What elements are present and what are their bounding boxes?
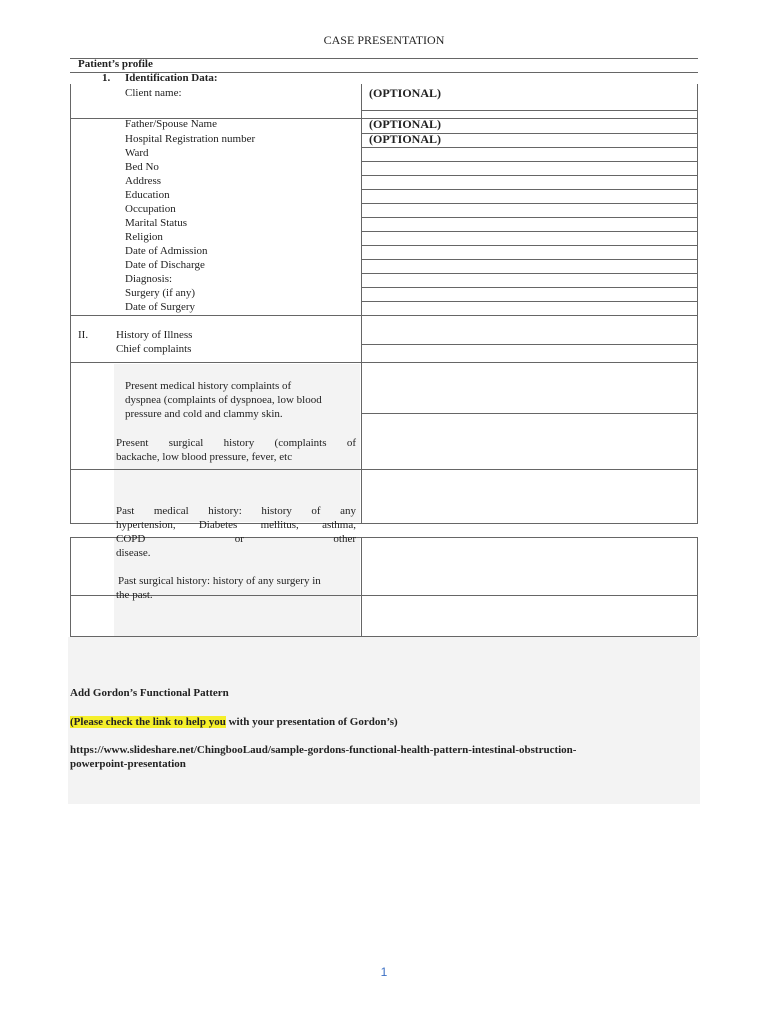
row-rule — [361, 301, 697, 302]
row-rule — [361, 189, 697, 190]
field-value-hospital-registration: (OPTIONAL) — [369, 132, 441, 146]
field-label-education: Education — [125, 189, 170, 201]
row-rule — [361, 344, 697, 345]
row-rule — [361, 231, 697, 232]
chief-complaints-label: Chief complaints — [116, 343, 192, 355]
table2-left-border — [70, 537, 71, 636]
field-label-occupation: Occupation — [125, 203, 176, 215]
field-label-address: Address — [125, 175, 162, 187]
past-medical-history-line-3: COPD or other — [116, 533, 356, 545]
page-number: 1 — [380, 965, 388, 979]
field-label-ward: Ward — [125, 147, 149, 159]
field-label-date-of-discharge: Date of Discharge — [125, 259, 205, 271]
field-label-diagnosis: Diagnosis: — [125, 273, 173, 285]
past-surgical-history-line-2: the past. — [116, 589, 153, 601]
past-medical-history-line-1: Past medical history: history of any — [116, 505, 356, 517]
past-medical-history-line-4: disease. — [116, 547, 151, 559]
row-rule — [361, 245, 697, 246]
row-rule — [361, 217, 697, 218]
section-top-rule — [70, 58, 698, 59]
present-surgical-history-line-2: backache, low blood pressure, fever, etc — [116, 451, 293, 463]
field-value-father-spouse-name: (OPTIONAL) — [369, 117, 441, 131]
document-title: CASE PRESENTATION — [323, 33, 445, 47]
gordon-heading: Add Gordon’s Functional Pattern — [70, 687, 229, 699]
table1-left-border — [70, 84, 71, 524]
history-number: II. — [78, 329, 89, 341]
row-rule — [361, 147, 697, 148]
field-label-father-spouse-name: Father/Spouse Name — [125, 118, 217, 130]
gordon-link-line-2[interactable]: powerpoint-presentation — [70, 758, 186, 770]
field-label-marital-status: Marital Status — [125, 217, 188, 229]
row-rule — [361, 203, 697, 204]
row-rule — [361, 413, 697, 414]
gordon-note-highlighted: (Please check the link to help you — [70, 716, 226, 728]
row-rule — [70, 315, 697, 316]
field-label-bed-no: Bed No — [125, 161, 159, 173]
field-value-client-name: (OPTIONAL) — [369, 86, 441, 100]
table1-right-border — [697, 84, 698, 524]
row-rule — [361, 273, 697, 274]
row-rule — [70, 362, 697, 363]
table2-right-border — [697, 537, 698, 636]
present-surgical-history-line-1: Present surgical history (complaints of — [116, 437, 356, 449]
present-medical-history-line-3: pressure and cold and clammy skin. — [125, 408, 283, 420]
identification-number: 1. — [102, 72, 111, 84]
row-rule — [70, 469, 697, 470]
past-surgical-history-line-1: Past surgical history: history of any surgery in — [118, 575, 321, 587]
gordon-note-rest: with your presentation of Gordon’s) — [225, 716, 398, 728]
gordon-link-line-1[interactable]: https://www.slideshare.net/ChingbooLaud/sample-gordons-functional-health-pattern-intestinal-obstruction- — [70, 744, 577, 756]
field-label-religion: Religion — [125, 231, 163, 243]
table2-row-rule — [70, 595, 697, 596]
table2-middle-border — [361, 537, 362, 636]
field-label-client-name: Client name: — [125, 87, 182, 99]
past-medical-history-line-2: hypertension, Diabetes mellitus, asthma, — [116, 519, 356, 531]
row-rule — [361, 259, 697, 260]
field-label-date-of-admission: Date of Admission — [125, 245, 208, 257]
history-heading: History of Illness — [116, 329, 193, 341]
field-label-date-of-surgery: Date of Surgery — [125, 301, 196, 313]
present-medical-history-line-1: Present medical history complaints of — [125, 380, 292, 392]
row-rule — [361, 110, 697, 111]
field-label-surgery: Surgery (if any) — [125, 287, 196, 299]
table1-middle-border — [361, 84, 362, 524]
row-rule — [361, 175, 697, 176]
section-label: Patient’s profile — [78, 58, 153, 70]
gordon-note — [70, 716, 398, 729]
identification-heading: Identification Data: — [125, 72, 218, 84]
row-rule — [361, 161, 697, 162]
row-rule — [361, 287, 697, 288]
present-medical-history-line-2: dyspnea (complaints of dyspnoea, low blood — [125, 394, 322, 406]
field-label-hospital-registration: Hospital Registration number — [125, 133, 256, 145]
